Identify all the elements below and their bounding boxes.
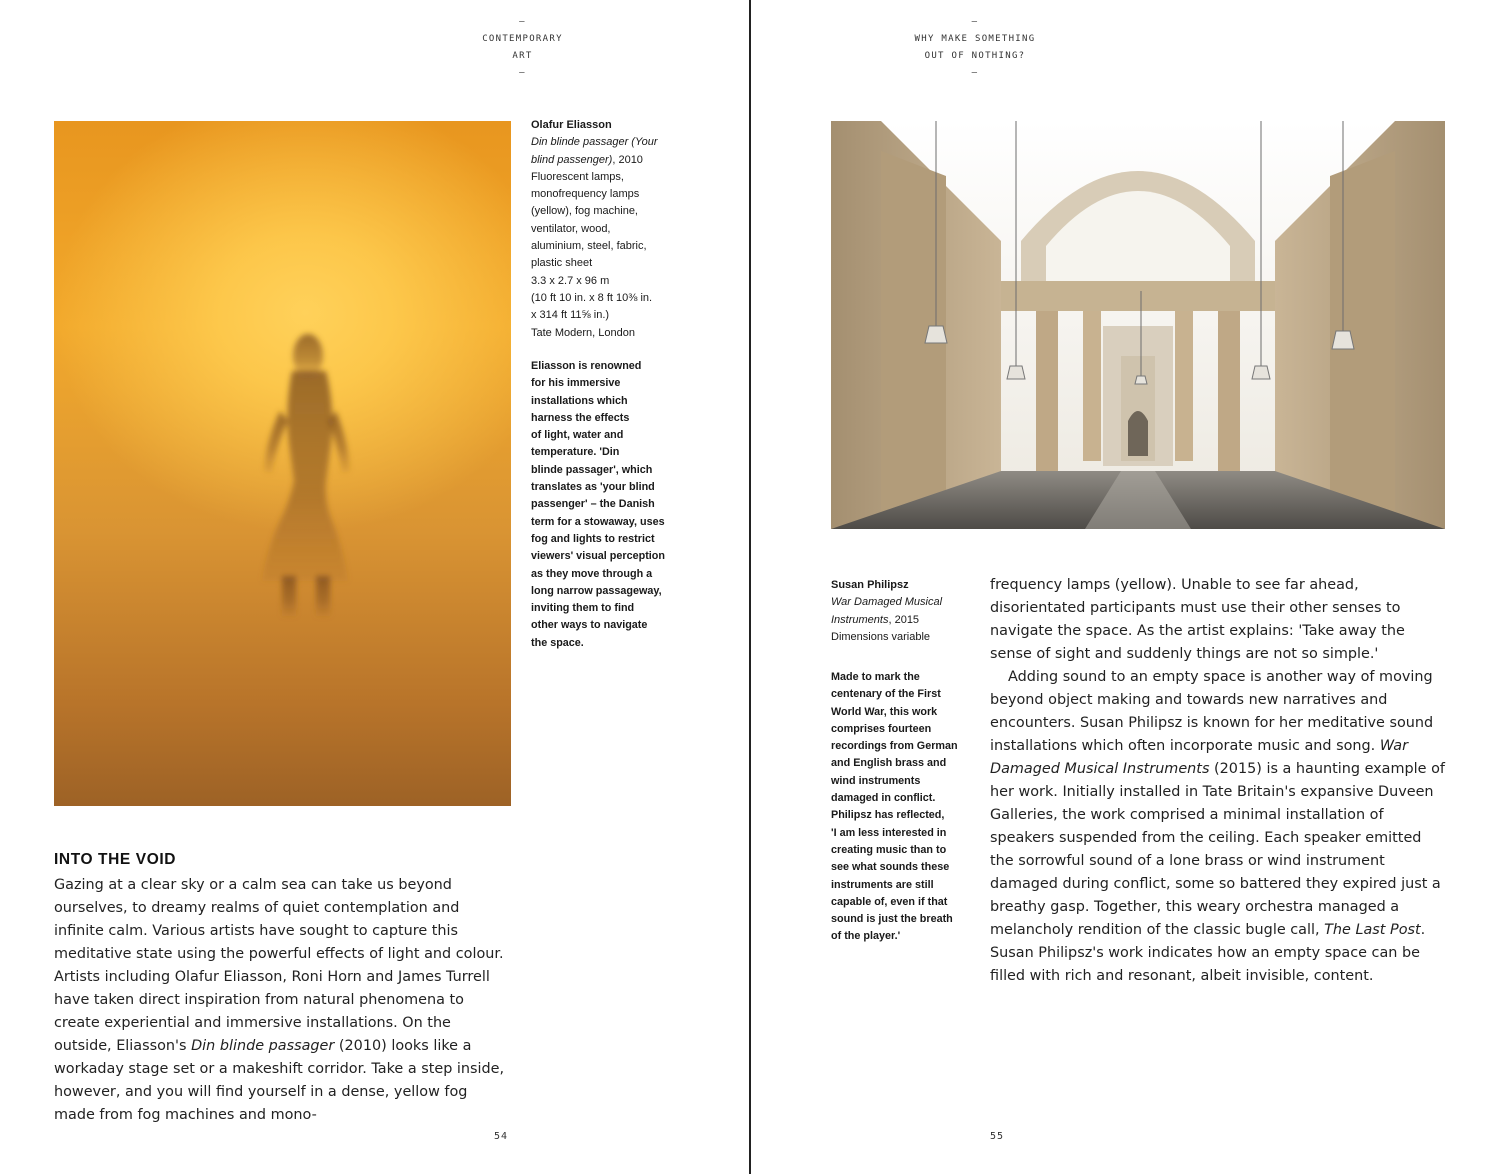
caption-artist: Olafur Eliasson xyxy=(531,119,612,131)
eliasson-fog-photo xyxy=(54,121,511,806)
eliasson-description: Eliasson is renowned for his immersive installations which harness the effects of light, water and temperature. 'Din blinde passager', which translates as 'your blind passenger' – the Danish term for a stowaway, uses fog and lights to restrict viewers' visual perception as they move through a long narrow passageway, inviting them to find other ways to navigate the space. xyxy=(531,360,665,649)
silhouette-figure xyxy=(54,121,511,806)
caption-detail: x 314 ft 11⅝ in.) xyxy=(531,309,610,322)
eliasson-caption xyxy=(531,117,681,342)
caption-detail: ventilator, wood, xyxy=(531,222,611,235)
caption-title: Din blinde passager (Your blind passenger), 2010 xyxy=(531,136,658,166)
caption-detail: (yellow), fog machine, xyxy=(531,205,638,218)
philipsz-description: Made to mark the centenary of the First World War, this work comprises fourteen recordings from German and English brass and wind instruments damaged in conflict. Philipsz has reflected, 'I am less interested in creating music than to see what sounds these instruments are still capable of, even if that sound is just the breath of the player.' xyxy=(831,671,958,943)
caption-detail: Tate Modern, London xyxy=(531,326,635,339)
caption-artist: Susan Philipsz xyxy=(831,579,909,591)
caption-detail: 3.3 x 2.7 x 96 m xyxy=(531,274,610,287)
caption-detail: Dimensions variable xyxy=(831,630,931,643)
body-text-right xyxy=(990,574,1446,988)
section-heading: INTO THE VOID xyxy=(54,851,177,868)
caption-title: War Damaged Musical xyxy=(831,596,943,609)
body-text-left xyxy=(54,874,509,1127)
caption-detail: monofrequency lamps xyxy=(531,188,640,201)
duveen-galleries-photo xyxy=(831,121,1445,529)
running-head-right: – WHY MAKE SOMETHING OUT OF NOTHING? – xyxy=(914,17,1036,78)
caption-detail: aluminium, steel, fabric, xyxy=(531,240,647,253)
caption-title: Instruments, 2015 xyxy=(831,613,920,626)
left-page xyxy=(0,0,749,1174)
philipsz-caption xyxy=(831,577,961,646)
gallery-illustration xyxy=(831,121,1445,529)
caption-detail: plastic sheet xyxy=(531,257,593,270)
paragraph: frequency lamps (yellow). Unable to see far ahead, disorientated participants must use their other senses to navigate the space. As the artist explains: 'Take away the sense of sight and suddenly things are not so simple.' xyxy=(990,577,1405,662)
paragraph: Adding sound to an empty space is another way of moving beyond object making and towards new narratives and encounters. Susan Philipsz is known for her meditative sound installations which often incorporate music and song. War Damaged Musical Instruments (2015) is a haunting example of her work. Initially installed in Tate Britain's expansive Duveen Galleries, the work comprised a minimal installation of speakers suspended from the ceiling. Each speaker emitted the sorrowful sound of a lone brass or wind instrument damaged during conflict, some so battered they expired just a breathy gasp. Together, this weary orchestra managed a melancholy rendition of the classic bugle call, The Last Post. Susan Philipsz's work indicates how an empty space can be filled with rich and resonant, albeit invisible, content. xyxy=(990,669,1445,984)
caption-detail: Fluorescent lamps, xyxy=(531,170,624,183)
running-head-left: – CONTEMPORARY ART – xyxy=(482,17,563,78)
paragraph: Gazing at a clear sky or a calm sea can take us beyond ourselves, to dreamy realms of quiet contemplation and infinite calm. Various artists have sought to capture this meditative state using the powerful effects of light and colour. Artists including Olafur Eliasson, Roni Horn and James Turrell have taken direct inspiration from natural phenomena to create experiential and immersive installations. On the outside, Eliasson's Din blinde passager (2010) looks like a workaday stage set or a makeshift corridor. Take a step inside, however, and you will find yourself in a dense, yellow fog made from fog machines and mono- xyxy=(54,877,505,1123)
caption-detail: (10 ft 10 in. x 8 ft 10⅜ in. xyxy=(531,291,653,304)
page-number-left: 54 xyxy=(494,1131,509,1142)
page-number-right: 55 xyxy=(990,1131,1005,1142)
